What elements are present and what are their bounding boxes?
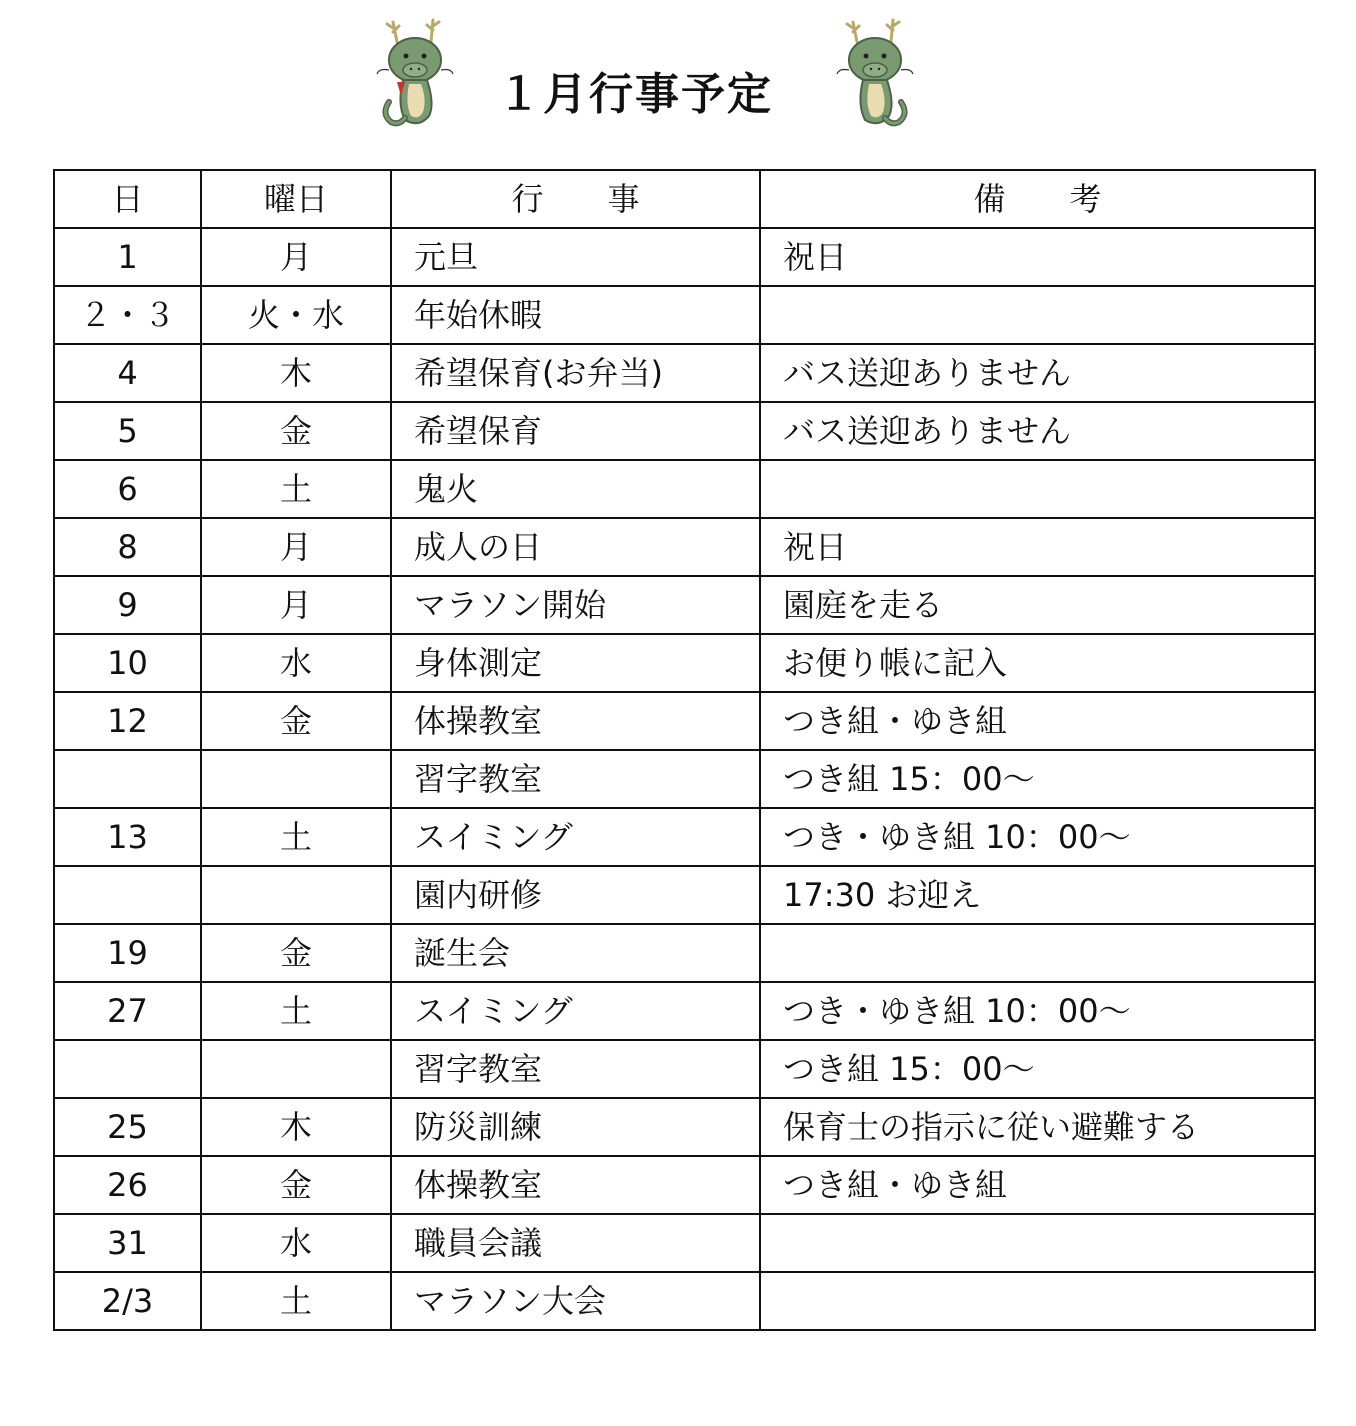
- cell-event: スイミング: [391, 808, 760, 866]
- cell-day: ２・３: [54, 286, 201, 344]
- cell-note: バス送迎ありません: [760, 402, 1315, 460]
- cell-note: 祝日: [760, 228, 1315, 286]
- cell-day: 27: [54, 982, 201, 1040]
- cell-note: つき・ゆき組 10：00～: [760, 808, 1315, 866]
- header-event: 行 事: [391, 170, 760, 228]
- cell-event: 身体測定: [391, 634, 760, 692]
- cell-note: つき組 15：00～: [760, 750, 1315, 808]
- cell-day: 9: [54, 576, 201, 634]
- cell-day: 26: [54, 1156, 201, 1214]
- cell-note: つき・ゆき組 10：00～: [760, 982, 1315, 1040]
- table-row: [54, 518, 1315, 576]
- cell-dow: 月: [201, 518, 391, 576]
- table-row: [54, 1156, 1315, 1214]
- cell-event: マラソン開始: [391, 576, 760, 634]
- cell-note: 保育士の指示に従い避難する: [760, 1098, 1315, 1156]
- cell-note: つき組・ゆき組: [760, 692, 1315, 750]
- cell-day: 8: [54, 518, 201, 576]
- cell-event: 成人の日: [391, 518, 760, 576]
- cell-day: 10: [54, 634, 201, 692]
- cell-dow: 月: [201, 228, 391, 286]
- table-row: [54, 1214, 1315, 1272]
- cell-day: 25: [54, 1098, 201, 1156]
- page-header: [0, 0, 1356, 160]
- table-row: [54, 808, 1315, 866]
- cell-note: バス送迎ありません: [760, 344, 1315, 402]
- table-row: [54, 634, 1315, 692]
- table-row: [54, 924, 1315, 982]
- table-row: [54, 866, 1315, 924]
- cell-event: 鬼火: [391, 460, 760, 518]
- cell-dow: 水: [201, 634, 391, 692]
- cell-event: 防災訓練: [391, 1098, 760, 1156]
- header-day: 日: [54, 170, 201, 228]
- cell-day: [54, 1040, 201, 1098]
- cell-event: 元旦: [391, 228, 760, 286]
- page-title: １月行事予定: [497, 69, 773, 120]
- header-dow: 曜日: [201, 170, 391, 228]
- cell-dow: 金: [201, 924, 391, 982]
- cell-event: 園内研修: [391, 866, 760, 924]
- cell-dow: 金: [201, 1156, 391, 1214]
- cell-day: 19: [54, 924, 201, 982]
- cell-dow: 月: [201, 576, 391, 634]
- cell-event: 希望保育(お弁当): [391, 344, 760, 402]
- table-row: [54, 402, 1315, 460]
- cell-note: お便り帳に記入: [760, 634, 1315, 692]
- cell-note: つき組・ゆき組: [760, 1156, 1315, 1214]
- cell-event: スイミング: [391, 982, 760, 1040]
- table-row: [54, 1098, 1315, 1156]
- cell-dow: [201, 750, 391, 808]
- cell-day: 1: [54, 228, 201, 286]
- table-row: [54, 1272, 1315, 1330]
- table-row: [54, 576, 1315, 634]
- table-row: [54, 344, 1315, 402]
- cell-note: 祝日: [760, 518, 1315, 576]
- cell-note: [760, 924, 1315, 982]
- table-row: [54, 228, 1315, 286]
- cell-day: 2/3: [54, 1272, 201, 1330]
- cell-dow: 木: [201, 344, 391, 402]
- cell-event: マラソン大会: [391, 1272, 760, 1330]
- cell-day: 6: [54, 460, 201, 518]
- dragon-icon: [375, 12, 455, 132]
- cell-note: つき組 15：00～: [760, 1040, 1315, 1098]
- cell-day: 4: [54, 344, 201, 402]
- cell-dow: [201, 866, 391, 924]
- cell-dow: 土: [201, 982, 391, 1040]
- cell-note: [760, 286, 1315, 344]
- cell-day: 13: [54, 808, 201, 866]
- header-note: 備 考: [760, 170, 1315, 228]
- cell-day: 12: [54, 692, 201, 750]
- cell-event: 年始休暇: [391, 286, 760, 344]
- cell-note: 17:30 お迎え: [760, 866, 1315, 924]
- cell-dow: 水: [201, 1214, 391, 1272]
- cell-day: 5: [54, 402, 201, 460]
- table-row: [54, 982, 1315, 1040]
- cell-note: [760, 1272, 1315, 1330]
- cell-event: 誕生会: [391, 924, 760, 982]
- cell-note: [760, 460, 1315, 518]
- cell-dow: [201, 1040, 391, 1098]
- table-row: [54, 1040, 1315, 1098]
- cell-event: 体操教室: [391, 1156, 760, 1214]
- table-row: [54, 692, 1315, 750]
- cell-event: 希望保育: [391, 402, 760, 460]
- cell-event: 習字教室: [391, 750, 760, 808]
- cell-dow: 土: [201, 460, 391, 518]
- cell-day: [54, 750, 201, 808]
- cell-dow: 木: [201, 1098, 391, 1156]
- cell-day: [54, 866, 201, 924]
- table-row: [54, 750, 1315, 808]
- cell-event: 体操教室: [391, 692, 760, 750]
- cell-dow: 火・水: [201, 286, 391, 344]
- table-header-row: [54, 170, 1315, 228]
- table-row: [54, 460, 1315, 518]
- cell-event: 職員会議: [391, 1214, 760, 1272]
- cell-day: 31: [54, 1214, 201, 1272]
- cell-dow: 土: [201, 1272, 391, 1330]
- dragon-icon: [835, 12, 915, 132]
- cell-event: 習字教室: [391, 1040, 760, 1098]
- cell-note: [760, 1214, 1315, 1272]
- table-row: [54, 286, 1315, 344]
- cell-dow: 土: [201, 808, 391, 866]
- cell-note: 園庭を走る: [760, 576, 1315, 634]
- cell-dow: 金: [201, 402, 391, 460]
- cell-dow: 金: [201, 692, 391, 750]
- schedule-table: [53, 169, 1316, 1331]
